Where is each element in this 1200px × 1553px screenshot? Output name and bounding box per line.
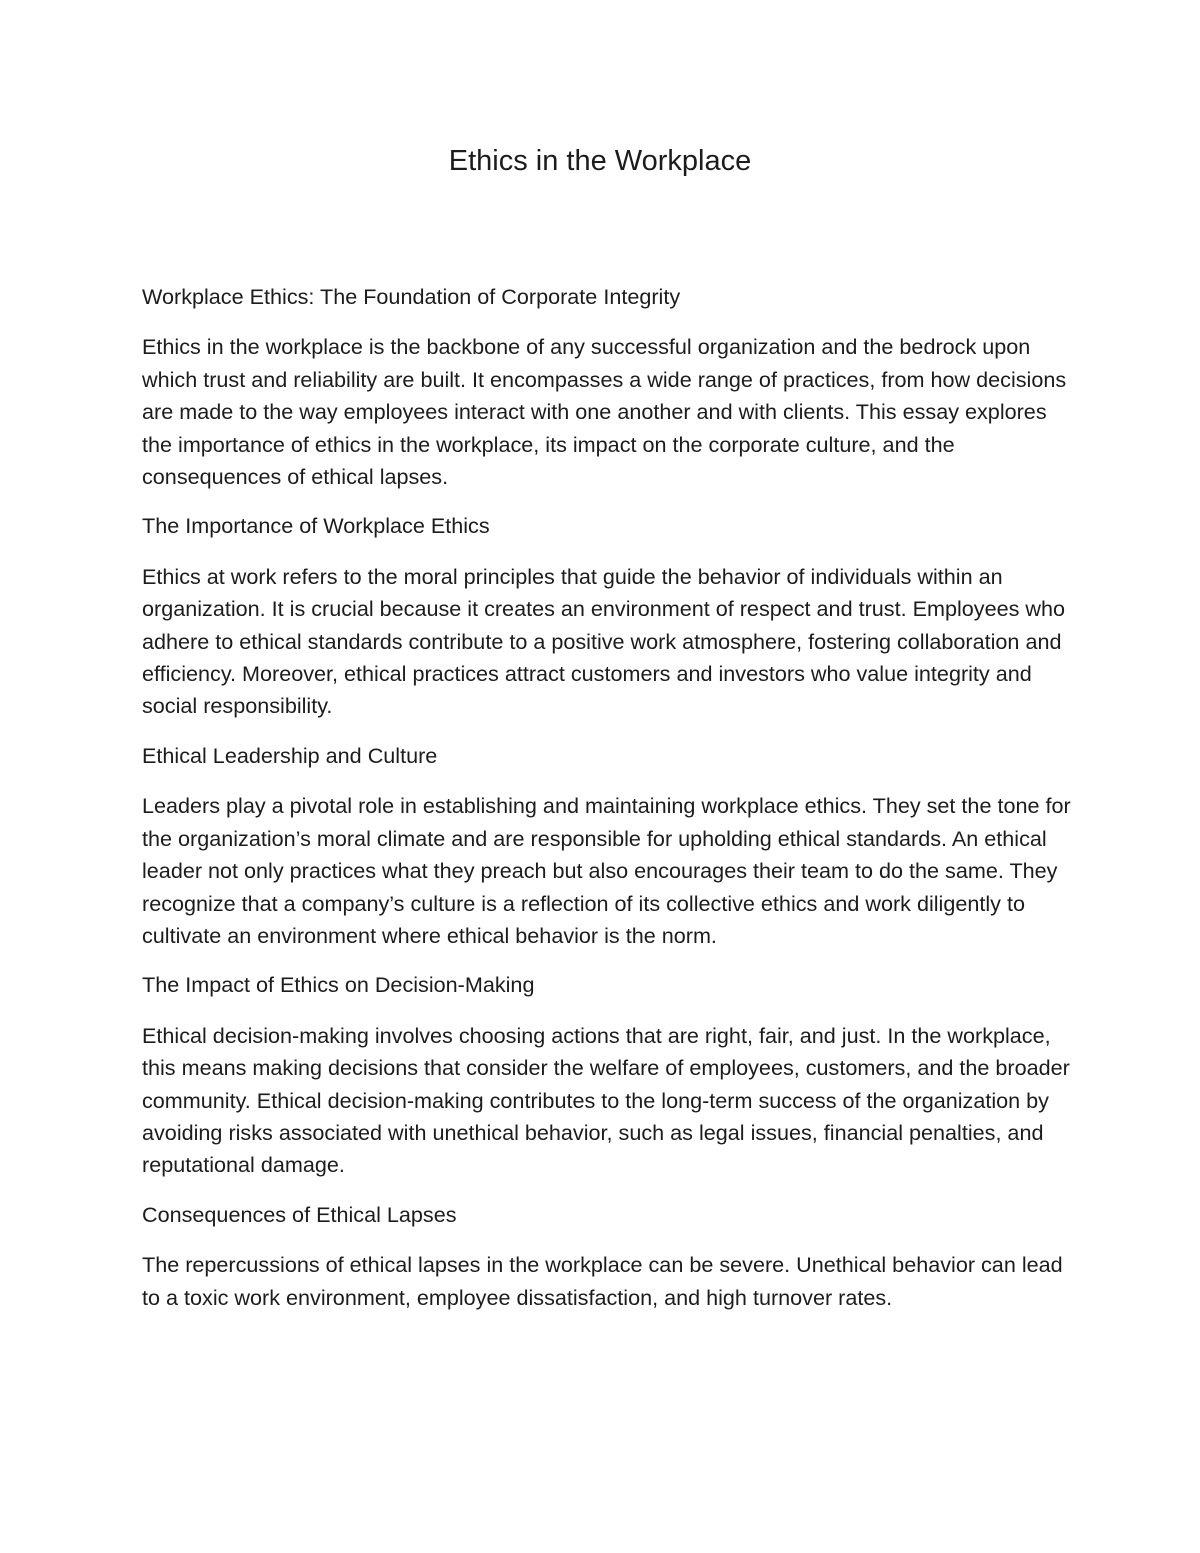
section-heading: Ethical Leadership and Culture: [142, 742, 438, 768]
section-heading: Consequences of Ethical Lapses: [142, 1201, 457, 1227]
section-paragraph: Ethical decision-making involves choosing actions that are right, fair, and just. In the workplace, this means making decisions that consider the welfare of employees, customers, and the broader community. Ethical decision-making contributes to the long-term success of the organization by avoiding risks associated with unethical behavior, such as legal issues, financial penalties, and reputational damage.: [142, 1022, 1070, 1178]
document-body: [142, 281, 1072, 1331]
section-heading: The Impact of Ethics on Decision-Making: [142, 972, 535, 998]
section-paragraph: Leaders play a pivotal role in establishing and maintaining workplace ethics. They set the tone for the organization’s moral climate and are responsible for upholding ethical standards. An ethical leader not only practices what they preach but also encourages their team to do the same. They recognize that a company’s culture is a reflection of its collective ethics and work diligently to cultivate an environment where ethical behavior is the norm.: [142, 793, 1071, 948]
section-paragraph: The repercussions of ethical lapses in the workplace can be severe. Unethical behavior can lead to a toxic work environment, employee dissatisfaction, and high turnover rates.: [142, 1252, 1063, 1310]
document-title: Ethics in the Workplace: [448, 145, 752, 177]
section-paragraph: Ethics in the workplace is the backbone of any successful organization and the bedrock upon which trust and reliability are built. It encompasses a wide range of practices, from how decisions are made to the way employees interact with one another and with clients. This essay explores the importance of ethics in the workplace, its impact on the corporate culture, and the consequences of ethical lapses.: [142, 334, 1067, 490]
section-heading: Workplace Ethics: The Foundation of Corporate Integrity: [142, 284, 681, 309]
section-heading: The Importance of Workplace Ethics: [142, 513, 490, 539]
section-paragraph: Ethics at work refers to the moral principles that guide the behavior of individuals within an organization. It is crucial because it creates an environment of respect and trust. Employees who adhere to ethical standards contribute to a positive work atmosphere, fostering collaboration and efficiency. Moreover, ethical practices attract customers and investors who value integrity and social responsibility.: [142, 563, 1066, 719]
